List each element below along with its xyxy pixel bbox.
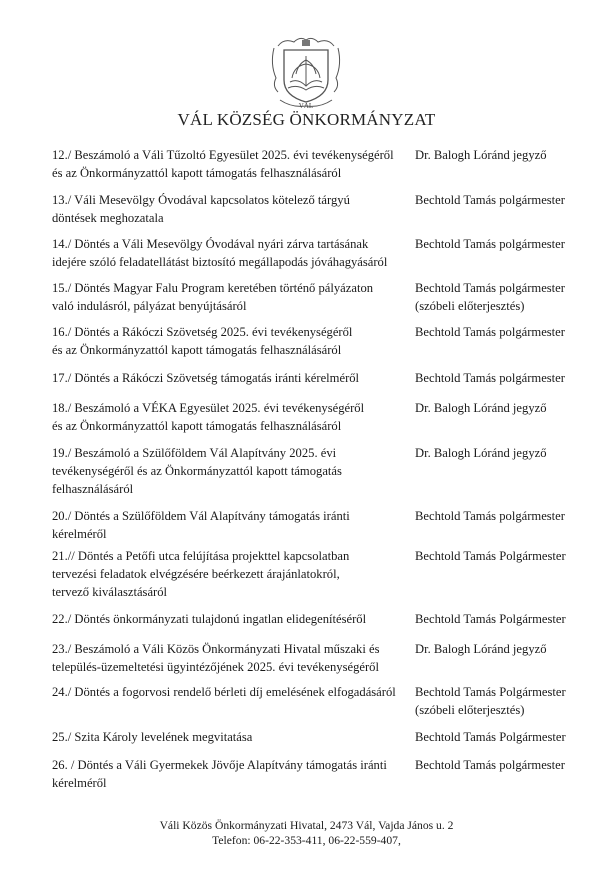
presenter-line: Dr. Balogh Lóránd jegyző	[415, 148, 547, 162]
agenda-item-topic	[52, 369, 407, 387]
presenter-line: Bechtold Tamás polgármester	[415, 281, 565, 295]
agenda-item-topic	[52, 756, 407, 792]
agenda-item-presenter	[415, 191, 610, 209]
agenda-item-presenter	[415, 444, 610, 462]
agenda-item-presenter	[415, 369, 610, 387]
footer-phone: Telefon: 06-22-353-411, 06-22-559-407,	[212, 834, 401, 847]
agenda-item-presenter	[415, 610, 610, 628]
agenda-item-topic	[52, 323, 407, 359]
topic-line: 13./ Váli Mesevölgy Óvodával kapcsolatos kötelező tárgyú	[52, 193, 350, 207]
presenter-line: Dr. Balogh Lóránd jegyző	[415, 642, 547, 656]
agenda-item-topic	[52, 191, 407, 227]
agenda-item-presenter	[415, 683, 610, 719]
agenda-item-topic	[52, 279, 407, 315]
topic-line: tervező kiválasztásáról	[52, 585, 168, 599]
topic-line: való indulásról, pályázat benyújtásáról	[52, 299, 247, 313]
page-title: VÁL KÖZSÉG ÖNKORMÁNYZAT	[177, 110, 436, 129]
topic-line: tevékenységéről és az Önkormányzattól kapott támogatás	[52, 464, 342, 478]
topic-line: felhasználásáról	[52, 482, 134, 496]
presenter-line: Bechtold Tamás polgármester	[415, 371, 565, 385]
agenda-item-presenter	[415, 728, 610, 746]
presenter-line: Bechtold Tamás polgármester	[415, 325, 565, 339]
topic-line: és az Önkormányzattól kapott támogatás felhasználásáról	[52, 343, 342, 357]
topic-line: tervezési feladatok elvégzésére beérkezett árajánlatokról,	[52, 567, 340, 581]
topic-line: döntések meghozatala	[52, 211, 164, 225]
topic-line: 15./ Döntés Magyar Falu Program keretében történő pályázaton	[52, 281, 374, 295]
topic-line: 17./ Döntés a Rákóczi Szövetség támogatás iránti kérelméről	[52, 371, 360, 385]
topic-line: 19./ Beszámoló a Szülőföldem Vál Alapítvány 2025. évi	[52, 446, 337, 460]
presenter-line: (szóbeli előterjesztés)	[415, 703, 525, 717]
agenda-item-presenter	[415, 146, 610, 164]
coat-of-arms-icon	[264, 34, 348, 112]
presenter-line: Dr. Balogh Lóránd jegyző	[415, 446, 547, 460]
agenda-item-topic	[52, 507, 407, 543]
footer	[0, 818, 613, 848]
topic-line: idejére szóló feladatellátást biztosító megállapodás jóváhagyásáról	[52, 255, 388, 269]
agenda-item-presenter	[415, 399, 610, 417]
presenter-line: Bechtold Tamás Polgármester	[415, 730, 566, 744]
presenter-line: Bechtold Tamás Polgármester	[415, 612, 566, 626]
presenter-line: Bechtold Tamás polgármester	[415, 193, 565, 207]
topic-line: 18./ Beszámoló a VÉKA Egyesület 2025. évi tevékenységéről	[52, 401, 365, 415]
topic-line: 21.// Döntés a Petőfi utca felújítása projekttel kapcsolatban	[52, 549, 350, 563]
topic-line: 22./ Döntés önkormányzati tulajdonú ingatlan elidegenítéséről	[52, 612, 367, 626]
topic-line: kérelméről	[52, 527, 107, 541]
agenda-item-presenter	[415, 547, 610, 565]
topic-line: 24./ Döntés a fogorvosi rendelő bérleti díj emelésének elfogadásáról	[52, 685, 396, 699]
topic-line: 20./ Döntés a Szülőföldem Vál Alapítvány támogatás iránti	[52, 509, 350, 523]
agenda-item-presenter	[415, 279, 610, 315]
agenda-item-topic	[52, 399, 407, 435]
topic-line: és az Önkormányzattól kapott támogatás felhasználásáról	[52, 419, 342, 433]
agenda-item-topic	[52, 640, 407, 676]
topic-line: 26. / Döntés a Váli Gyermekek Jövője Alapítvány támogatás iránti	[52, 758, 387, 772]
agenda-item-topic	[52, 683, 407, 701]
agenda-item-topic	[52, 547, 407, 601]
presenter-line: Bechtold Tamás Polgármester	[415, 685, 566, 699]
agenda-item-presenter	[415, 756, 610, 774]
crest-banner: VÁL	[298, 102, 314, 110]
agenda-item-topic	[52, 235, 407, 271]
topic-line: 25./ Szita Károly levelének megvitatása	[52, 730, 253, 744]
topic-line: 14./ Döntés a Váli Mesevölgy Óvodával nyári zárva tartásának	[52, 237, 369, 251]
agenda-item-presenter	[415, 323, 610, 341]
agenda-item-presenter	[415, 507, 610, 525]
agenda-item-presenter	[415, 640, 610, 658]
presenter-line: Bechtold Tamás Polgármester	[415, 549, 566, 563]
topic-line: kérelméről	[52, 776, 107, 790]
presenter-line: Dr. Balogh Lóránd jegyző	[415, 401, 547, 415]
topic-line: 23./ Beszámoló a Váli Közös Önkormányzati Hivatal műszaki és	[52, 642, 380, 656]
agenda-item-presenter	[415, 235, 610, 253]
presenter-line: Bechtold Tamás polgármester	[415, 758, 565, 772]
agenda-item-topic	[52, 444, 407, 498]
footer-address: Váli Közös Önkormányzati Hivatal, 2473 Vál, Vajda János u. 2	[159, 819, 454, 832]
agenda-item-topic	[52, 728, 407, 746]
topic-line: 16./ Döntés a Rákóczi Szövetség 2025. évi tevékenységéről	[52, 325, 353, 339]
topic-line: település-üzemeltetési ügyintézőjének 2025. évi tevékenységéről	[52, 660, 379, 674]
topic-line: 12./ Beszámoló a Váli Tűzoltó Egyesület 2025. évi tevékenységéről	[52, 148, 394, 162]
presenter-line: Bechtold Tamás polgármester	[415, 509, 565, 523]
presenter-line: Bechtold Tamás polgármester	[415, 237, 565, 251]
agenda-item-topic	[52, 610, 407, 628]
presenter-line: (szóbeli előterjesztés)	[415, 299, 525, 313]
topic-line: és az Önkormányzattól kapott támogatás felhasználásáról	[52, 166, 342, 180]
agenda-item-topic	[52, 146, 407, 182]
